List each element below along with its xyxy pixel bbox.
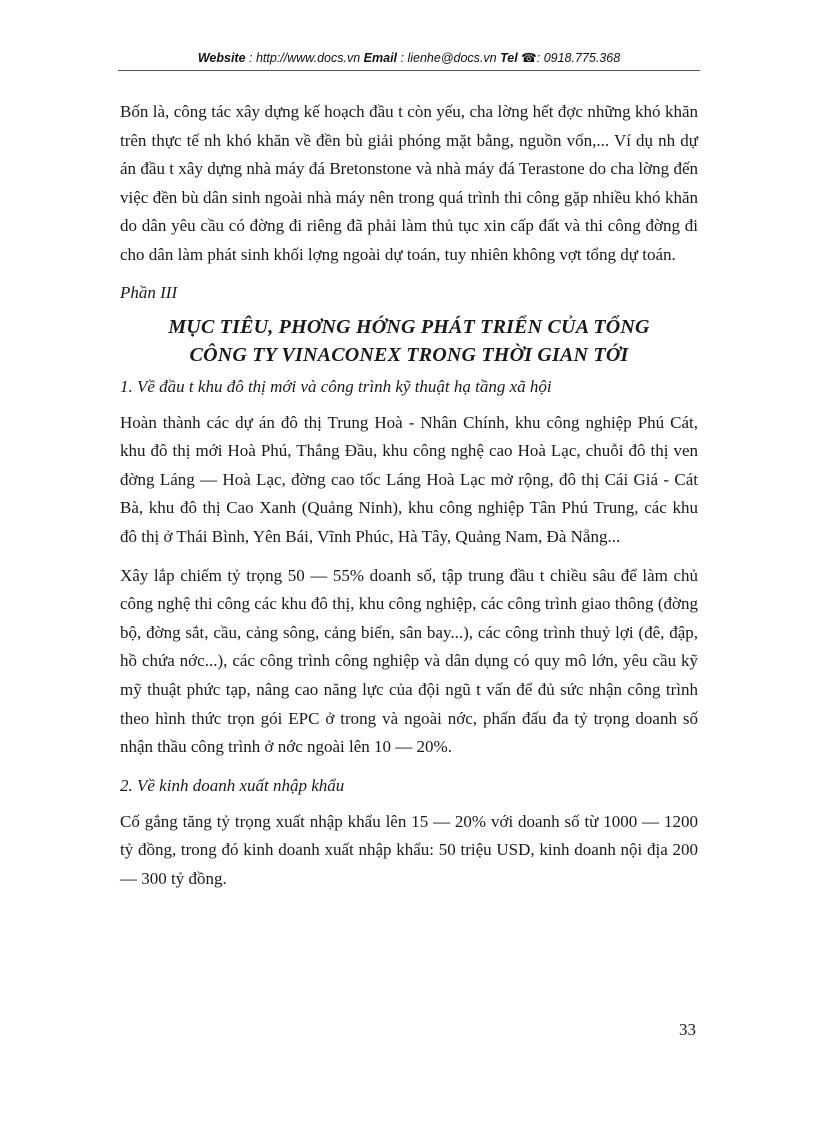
- part-label: Phần III: [120, 282, 178, 302]
- title-line-2: CÔNG TY VINACONEX TRONG THỜI GIAN TỚI: [189, 343, 629, 366]
- chapter-title: [120, 313, 698, 369]
- telephone-icon: ☎: [521, 51, 537, 65]
- header-divider: [118, 70, 700, 71]
- paragraph-2: Hoàn thành các dự án đô thị Trung Hoà - Nhân Chính, khu công nghiệp Phú Cát, khu đô thị mới Hoà Phú, Thắng Đầu, khu công nghệ cao Hoà Lạc, chuỗi đô thị ven đờng Láng — Hoà Lạc, đờng cao tốc Láng Hoà Lạc mở rộng, đô thị Cái Giá - Cát Bà, khu đô thị Cao Xanh (Quảng Ninh), khu công nghiệp Tân Phú Trung, các khu đô thị ở Thái Bình, Yên Bái, Vĩnh Phúc, Hà Tây, Quảng Nam, Đà Nẵng...: [120, 412, 698, 546]
- title-line-1: MỤC TIÊU, PHƠNG HỚNG PHÁT TRIỂN CỦA TỔNG: [168, 315, 650, 338]
- paragraph-3: Xây lắp chiếm tỷ trọng 50 — 55% doanh số, tập trung đầu t chiều sâu để làm chủ công nghệ thi công các khu đô thị, khu công nghiệp, các công trình giao thông (đờng bộ, đờng sắt, cầu, cảng sông, cảng biển, sân bay...), các công trình thuỷ lợi (đê, đập, hồ chứa nớc...), các công trình công nghiệp và dân dụng có quy mô lớn, yêu cầu kỹ mỹ thuật phức tạp, nâng cao năng lực của đội ngũ t vấn để đủ sức nhận công trình theo hình thức trọn gói EPC ở trong và ngoài nớc, phấn đấu đa tỷ trọng doanh số nhận thầu công trình ở nớc ngoài lên 10 — 20%.: [120, 565, 698, 757]
- page-number: 33: [679, 1020, 696, 1039]
- tel-label: Tel: [500, 51, 518, 65]
- tel-value: : 0918.775.368: [536, 51, 621, 65]
- email-label: Email: [363, 51, 398, 65]
- paragraph-4: Cố gắng tăng tỷ trọng xuất nhập khẩu lên 15 — 20% với doanh số từ 1000 — 1200 tỷ đồng, trong đó kinh doanh xuất nhập khẩu: 50 triệu USD, kinh doanh nội địa 200 — 300 tỷ đồng.: [120, 811, 698, 888]
- section-2-heading: 2. Về kinh doanh xuất nhập khẩu: [120, 775, 345, 795]
- page-header: [118, 50, 700, 65]
- website-label: Website: [197, 51, 246, 65]
- paragraph-1: Bốn là, công tác xây dựng kế hoạch đầu t còn yếu, cha lờng hết đợc những khó khăn trên thực tế nh khó khăn về đền bù giải phóng mặt bằng, nguồn vốn,... Ví dụ nh dự án đầu t xây dựng nhà máy đá Bretonstone và nhà máy đá Terastone do cha lờng đến việc đền bù dân sinh ngoài nhà máy nên trong quá trình thi công gặp nhiều khó khăn do dân yêu cầu có đờng đi riêng đã phải làm thủ tục xin cấp đất và thi công đờng đi cho dân làm phát sinh khối lợng ngoài dự toán, tuy nhiên không vợt tổng dự toán.: [120, 102, 698, 264]
- email-value: : lienhe@docs.vn: [400, 51, 497, 65]
- section-1-heading: 1. Về đầu t khu đô thị mới và công trình kỹ thuật hạ tầng xã hội: [120, 376, 552, 396]
- page-content: [120, 98, 698, 893]
- website-value: : http://www.docs.vn: [249, 51, 361, 65]
